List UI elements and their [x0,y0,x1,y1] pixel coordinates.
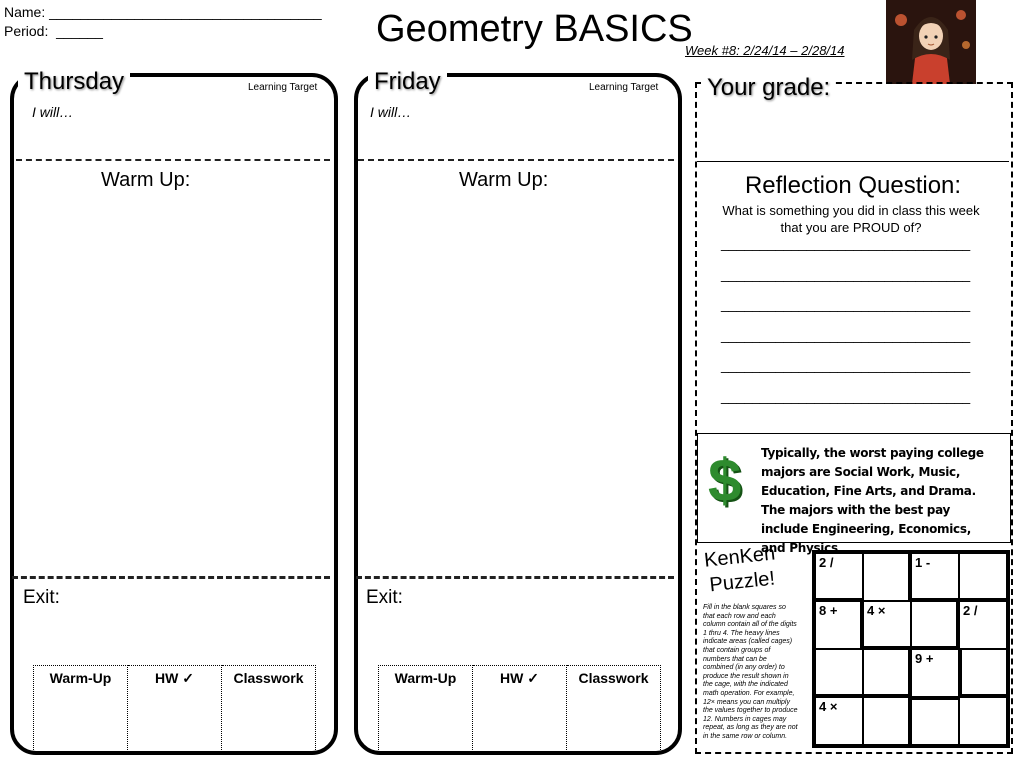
friday-warmup-cell[interactable]: Warm-Up [379,666,473,752]
friday-target-divider [358,159,674,161]
kenken-clue: 2 / [963,603,978,618]
page-title: Geometry BASICS [376,8,693,50]
kenken-cell[interactable] [815,649,863,697]
answer-line[interactable]: ________________________________ [721,418,971,434]
kenken-clue: 1 - [915,555,931,570]
answer-line[interactable]: ________________________________ [721,326,971,343]
thursday-exit-divider [12,576,330,579]
kenken-cell[interactable] [863,697,911,745]
friday-exit-divider [356,576,674,579]
friday-exit-label: Exit: [366,587,403,608]
week-dates: Week #8: 2/24/14 – 2/28/14 [685,43,845,58]
fact-text: Typically, the worst paying college majors are Social Work, Music, Education, Fine Arts, and Drama. The majors with the best pay include Engineering, Economics, and Physics [761,446,984,555]
kenken-cell[interactable] [959,697,1007,745]
grade-divider [697,161,1009,162]
answer-line[interactable]: ________________________________ [721,357,971,373]
kenken-cell[interactable] [815,697,863,745]
answer-line[interactable]: ________________________________ [721,387,971,404]
kenken-cell[interactable] [959,649,1007,697]
friday-classwork-cell[interactable]: Classwork [567,666,661,752]
kenken-cell[interactable] [911,553,959,601]
kenken-clue: 9 + [915,651,934,666]
thursday-i-will: I will… [32,104,74,120]
answer-line[interactable]: ________________________________ [721,235,971,251]
reflection-title: Reflection Question: [744,172,962,199]
kenken-grid [812,550,1010,748]
avatar-image [886,0,976,84]
friday-score-table [378,665,661,752]
friday-i-will: I will… [370,104,412,120]
reflection-answer-lines[interactable] [721,228,970,442]
answer-line[interactable]: ________________________________ [721,265,971,282]
thursday-learning-target-label: Learning Target [248,82,318,93]
thursday-score-table [33,665,316,752]
kenken-clue: 2 / [819,555,834,570]
kenken-cell[interactable] [863,553,911,601]
period-line[interactable]: Period: ______ [4,23,103,39]
kenken-cell[interactable] [911,601,959,649]
kenken-cell[interactable] [863,649,911,697]
dollar-icon: $ [708,447,742,514]
kenken-title: KenKen Puzzle! [703,542,777,597]
kenken-clue: 8 + [819,603,838,618]
thursday-warm-up-label: Warm Up: [101,169,191,191]
thursday-warmup-cell[interactable]: Warm-Up [34,666,128,752]
thursday-classwork-cell[interactable]: Classwork [222,666,316,752]
reflection-question: What is something you did in class this week that you are PROUD of? [722,203,980,235]
kenken-clue: 4 × [819,699,838,714]
friday-learning-target-label: Learning Target [589,82,659,93]
kenken-cell[interactable] [815,601,863,649]
kenken-cell[interactable] [911,697,959,745]
kenken-cell[interactable] [815,553,863,601]
kenken-instructions: Fill in the blank squares so that each row and each column contain all of the digits 1 thru 4. The heavy lines indicate areas (called cages) that contain groups of numbers that can be combined (in any order) to produce the result shown in the cage, with the indicated math operation. For example, 12× means you can multiply the values together to produce 12. Numbers in cages may repeat, as long as they are not in the same row or column. [703,604,798,740]
thursday-exit-label: Exit: [23,587,60,608]
name-line[interactable]: Name: ___________________________________ [4,4,322,20]
answer-line[interactable]: ________________________________ [721,296,971,312]
kenken-cell[interactable] [959,553,1007,601]
kenken-cell[interactable] [911,649,959,697]
kenken-cell[interactable] [959,601,1007,649]
friday-warm-up-label: Warm Up: [459,169,549,191]
thursday-heading: Thursday [18,68,130,96]
thursday-target-divider [16,159,330,161]
kenken-clue: 4 × [867,603,886,618]
thursday-hw-cell[interactable]: HW ✓ [128,666,222,752]
friday-hw-cell[interactable]: HW ✓ [473,666,567,752]
your-grade-label: Your grade: [703,74,834,102]
friday-heading: Friday [368,68,447,96]
kenken-cell[interactable] [863,601,911,649]
